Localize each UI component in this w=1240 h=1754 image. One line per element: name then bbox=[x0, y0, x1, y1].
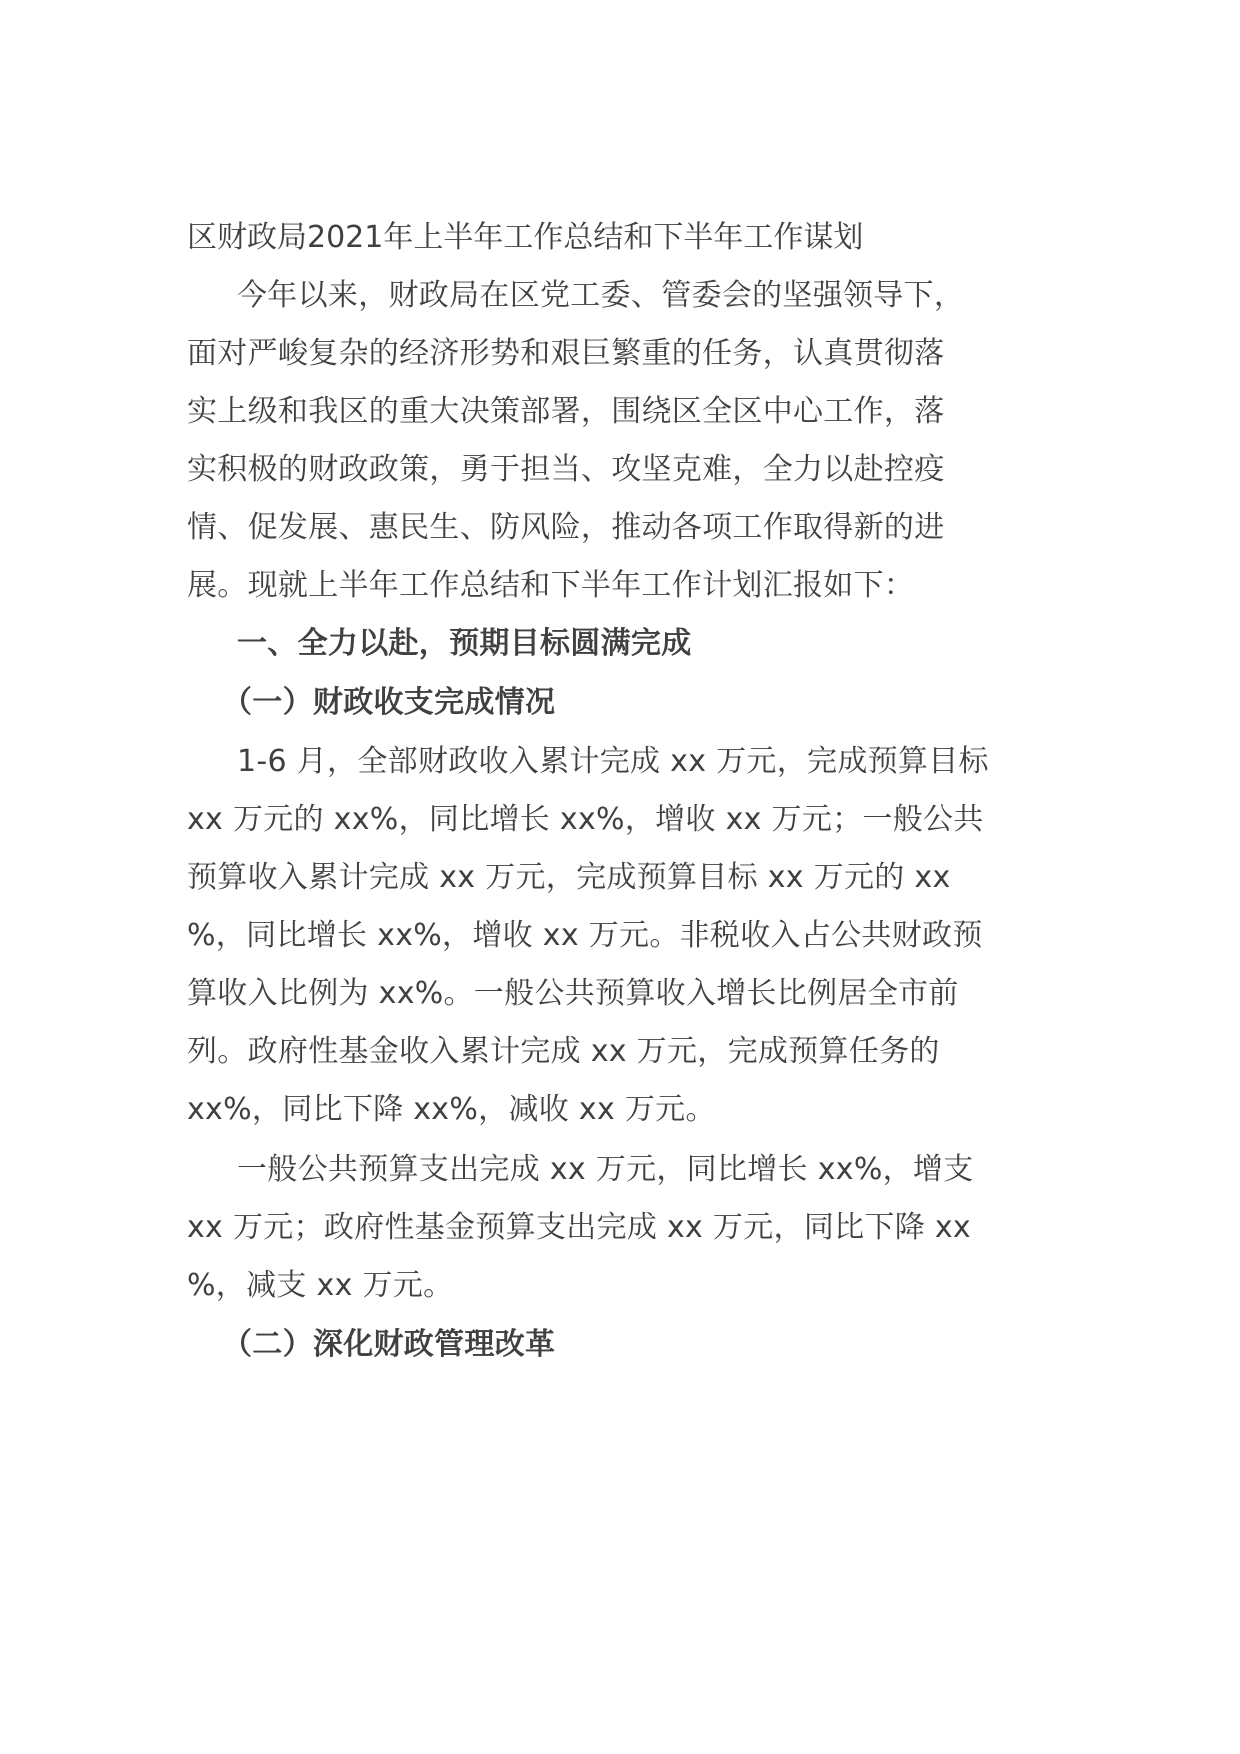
intro-line: 情、促发展、惠民生、防风险，推动各项工作取得新的进 bbox=[187, 510, 945, 545]
paragraph-line: 算收入比例为 xx%。一般公共预算收入增长比例居全市前 bbox=[187, 976, 959, 1011]
intro-line: 展。现就上半年工作总结和下半年工作计划汇报如下： bbox=[187, 568, 915, 603]
subsection-heading: （一）财政收支完成情况 bbox=[222, 685, 556, 720]
intro-line: 实上级和我区的重大决策部署，围绕区全区中心工作，落 bbox=[187, 394, 945, 429]
paragraph-line: 列。政府性基金收入累计完成 xx 万元，完成预算任务的 bbox=[187, 1034, 940, 1069]
paragraph-line: %，同比增长 xx%，增收 xx 万元。非税收入占公共财政预 bbox=[187, 918, 983, 953]
paragraph-line: %，减支 xx 万元。 bbox=[187, 1268, 454, 1303]
paragraph-line: xx 万元；政府性基金预算支出完成 xx 万元，同比下降 xx bbox=[187, 1210, 971, 1245]
paragraph-line: xx%，同比下降 xx%，减收 xx 万元。 bbox=[187, 1092, 716, 1127]
paragraph-line: 一般公共预算支出完成 xx 万元，同比增长 xx%，增支 bbox=[237, 1152, 974, 1187]
paragraph-line: 预算收入累计完成 xx 万元，完成预算目标 xx 万元的 xx bbox=[187, 860, 951, 895]
paragraph-line: xx 万元的 xx%，同比增长 xx%，增收 xx 万元；一般公共 bbox=[187, 802, 984, 837]
paragraph-line: 1-6 月，全部财政收入累计完成 xx 万元，完成预算目标 bbox=[237, 744, 989, 779]
document-title: 区财政局2021年上半年工作总结和下半年工作谋划 bbox=[187, 220, 864, 255]
section-heading: 一、全力以赴，预期目标圆满完成 bbox=[237, 626, 692, 661]
intro-line: 今年以来，财政局在区党工委、管委会的坚强领导下， bbox=[237, 278, 965, 313]
subsection-heading: （二）深化财政管理改革 bbox=[222, 1327, 556, 1362]
intro-line: 实积极的财政政策，勇于担当、攻坚克难，全力以赴控疫 bbox=[187, 452, 945, 487]
intro-line: 面对严峻复杂的经济形势和艰巨繁重的任务，认真贯彻落 bbox=[187, 336, 945, 371]
